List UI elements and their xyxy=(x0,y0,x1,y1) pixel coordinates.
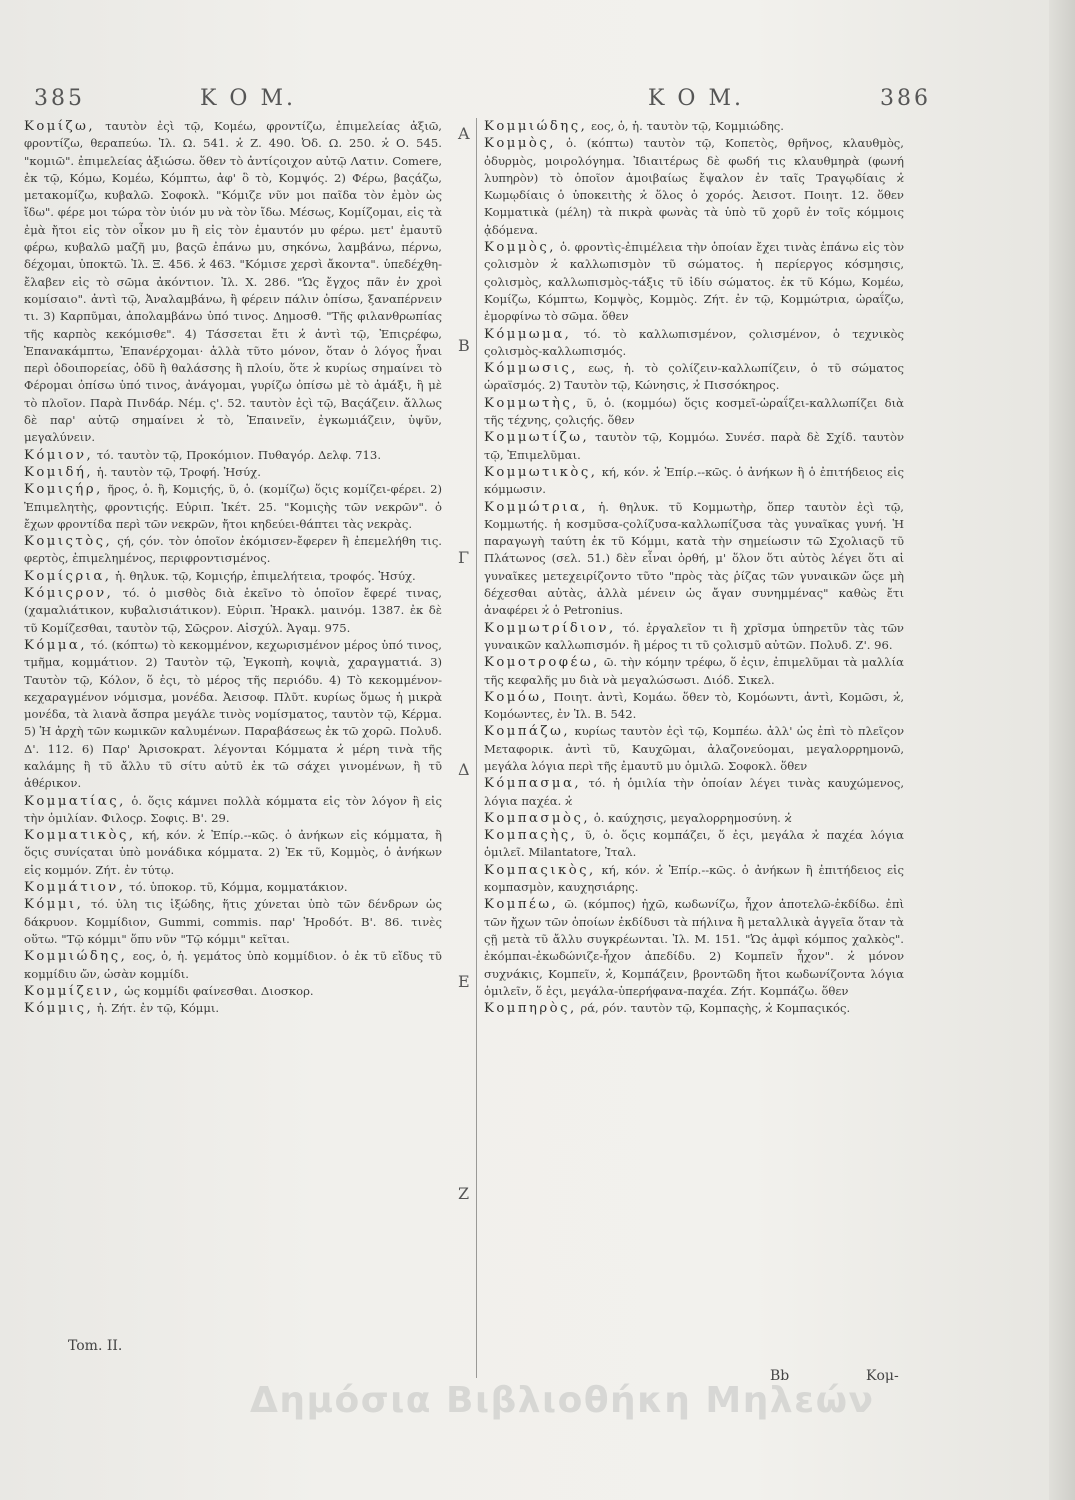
entry-headword: Κόμιον, xyxy=(24,447,94,463)
dictionary-entry xyxy=(24,948,442,983)
entry-definition: κή, κόν. ϰ̔ Ἐπίρ.--κῶς. ὁ ἀνήκων εἰς κόμματα, ἢ ὅςις συνίςαται ὑπὸ μονάδικα κόμματα. 2) Ἐκ τῦ, Κομμὸς, ὁ ἀνήκων εἰς κομμόν. Ζήτ. ἐν τύτῳ. xyxy=(24,828,442,877)
entry-definition: εος, ὁ, ἡ. ταυτὸν τῷ, Κομμιώδης. xyxy=(587,119,784,133)
entry-headword: Κομμίζειν, xyxy=(24,983,121,999)
entry-headword: Κομίζω, xyxy=(24,119,96,134)
dictionary-entry xyxy=(484,810,904,827)
dictionary-entry xyxy=(484,135,904,239)
entry-headword: Κομπέω, xyxy=(484,897,559,913)
entry-headword: Κόμιςρον, xyxy=(24,586,114,602)
entry-definition: ὁ. (κόπτω) ταυτὸν τῷ, Κοπετὸς, θρῆνος, κλαυθμὸς, ὀδυρμὸς, μοιρολόγημα. Ἰδιαιτέρως δὲ φωδή τις κλαυθμηρὰ (φωνή λυπηρὸν) τὸ ὁποῖον ἀμοιβαίως ἔψαλον ἐν ταῖς Τραγῳδίαις ϰ̔ Κωμῳδίαις ὁ ὑποκειτὴς ϰ̔ ὅλος ὁ χορός. Ἀεισοτ. Ποιητ. 12. ὅθεν Κομματικὰ (μέλη) τὰ πικρὰ φωνὰς τὰ ὑπὸ τῦ χορῦ ἐν τοῖς κόμμοις ᾀδόμενα. xyxy=(484,136,904,237)
dictionary-entry xyxy=(24,447,442,464)
entry-definition: τό. ὁ μισθὸς διὰ ἐκεῖνο τὸ ὁποῖον ἔφερέ τινας, (χαμαλιάτικον, κυβαλισιάτικον). Εὐριπ. Ἡρακλ. μαινόμ. 1387. ἐκ δὲ τῦ Κομίζεσθαι, ταυτὸν τῷ, Σῶςρον. Αἰσχύλ. Ἀγαμ. 975. xyxy=(24,586,442,635)
entry-headword: Κόμμωσις, xyxy=(484,361,578,377)
entry-headword: Κομμιώδης, xyxy=(484,119,588,134)
entry-definition: ταυτὸν ἐςὶ τῷ, Κομέω, φροντίζω, ἐπιμελείας ἀξιῶ, φροντίζω, θεραπεύω. Ἰλ. Ω. 541. ϰ̔ Ζ. 490. Ὀδ. Ω. 250. ϰ̔ Ο. 545. "κομιῶ". ἐπιμελείας ἀξιώσω. ὅθεν τὸ ἀντίςοιχον αὐτῷ Λατιν. Comere, ἐκ τῷ, Κόμω, Κομέω, Κόμπτω, ἀφ' ὃ τὸ, Κομψός. 2) Φέρω, βαςάζω, μετακομίζω, κυβαλῶ. Σοφοκλ. "Κόμιζε νῦν μοι παῖδα τὸν ἐμὸν ὡς ἴδω". φέρε μοι τώρα τὸν ὑιόν μυ νὰ τὸν ἴδω. Μέσως, Κομίζομαι, εἰς τὰ ἐμὰ ἤτοι εἰς τὸν οἶκον μυ ἢ εἰς τὸν ἐμαυτόν μυ φέρω. μετ' ἐμαυτῦ φέρω, κυβαλῶ μαζῆ μυ, βαςῶ ἐπάνω μυ, σηκόνω, λαμβάνω, πέρνω, δέχομαι, ὑποκτῶ. Ἰλ. Ξ. 456. ϰ̔ 463. "Κόμισε χερσὶ ἄκοντα". ὑπεδέχθη-ἔλαβεν εἰς τὸ σῶμα ἀκόντιον. Ἰλ. Χ. 286. "Ὡς ἔγχος πᾶν ἐν χροὶ κομίσαιο". ἀντὶ τῷ, Ἀναλαμβάνω, ἢ φέρειν πάλιν ὀπίσω, ξαναπέρνειν τι. 3) Καρπῦμαι, ἀπολαμβάνω ὑπό τινος. Δημοσθ. "Τῆς φιλανθρωπίας τῆς καρπὸς κεκόμισθε". 4) Τάσσεται ἔτι ϰ̔ ἀντὶ τῷ, Ἐπιςρέφω, Ἐπανακάμπτω, Ἐπανέρχομαι· ἀλλὰ τῦτο μόνον, ὅταν ὁ λόγος ἦναι περὶ ὁδοιπορείας, ὁδῦ ἢ θαλάσσης ἢ πλοίυ, ὅτε ϰ̔ κυρίως σημαίνει τὸ Φέρομαι ὀπίσω ὑπό τινος, ἀνάγομαι, γυρίζω ὀπίσω μὲ τὸ ἁμάξι, ἢ μὲ τὸ πλοῖον. Παρὰ Πινδάρ. Νέμ. ς'. 52. ταυτὸν ἐςὶ τῷ, Βαςάζειν. ἄλλως δὲ παρ' αὐτῷ σημαίνει ϰ̔ τὸ, Ἐπαινεῖν, ἐγκωμιάζειν, ὑψῦν, μεγαλύνειν. xyxy=(24,119,442,445)
dictionary-entry xyxy=(24,533,442,568)
running-title-right: Κ Ο Μ. xyxy=(648,86,744,111)
signature-mark: Bb xyxy=(770,1368,790,1384)
entry-headword: Κομματίας, xyxy=(24,793,126,809)
entry-definition: κή, κόν. ϰ̔ Ἐπίρ.--κῶς. ὁ ἀνήκων ἢ ὁ ἐπιτήδειος εἰς κόμμωσιν. xyxy=(484,464,904,497)
entry-headword: Κόμμι, xyxy=(24,897,84,913)
dictionary-entry xyxy=(24,637,442,793)
entry-definition: τό. ὑποκορ. τῦ, Κόμμα, κομματάκιον. xyxy=(125,880,348,895)
entry-headword: Κομμὸς, xyxy=(484,136,556,152)
entry-headword: Κομματικὸς, xyxy=(24,828,136,844)
dictionary-entry xyxy=(24,1000,442,1017)
entry-headword: Κομίςρια, xyxy=(24,568,112,584)
entry-headword: Κομμωτρίδιον, xyxy=(484,620,616,636)
entry-definition: ὁ. φροντὶς-ἐπιμέλεια τὴν ὁποίαν ἔχει τινὰς ἐπάνω εἰς τὸν ςολισμὸν ϰ̔ καλλωπισμὸν τῦ σώματος. ἡ περίεργος κόσμησις, ςολισμὸς, καλλωπισμὸς-τάξις τῦ ἰδίυ σώματος. ἐκ τῦ Κόμω, Κομέω, Κομίζω, Κόμπτω, Κομψὸς, Κομμὸς. Ζήτ. ἐν τῷ, Κομμώτρια, ὡραΐζω, ἐμορφίνω τὸ σῶμα. ὅθεν xyxy=(484,240,904,324)
dictionary-entry xyxy=(484,896,904,1000)
tome-label: Tom. II. xyxy=(68,1338,123,1354)
entry-definition: τό. ἡ ὁμιλία τὴν ὁποίαν λέγει τινὰς καυχώμενος, λόγια παχέα. ϰ̔ xyxy=(484,776,904,808)
dictionary-entry xyxy=(24,585,442,637)
dictionary-entry xyxy=(484,499,904,620)
entry-definition: ρά, ρόν. ταυτὸν τῷ, Κομπαςὴς, ϰ̔ Κομπαςικός. xyxy=(576,1001,851,1016)
library-watermark: Δημόσια Βιβλιοθήκη Μηλεών xyxy=(250,1380,875,1421)
entry-definition: ςή, ςόν. τὸν ὁποῖον ἐκόμισεν-ἔφερεν ἢ ἐπεμελήθη τις. φερτὸς, ἐπιμελημένος, περιφροντισμένος. xyxy=(24,534,442,566)
entry-headword: Κομμωτίζω, xyxy=(484,430,590,446)
dictionary-entry xyxy=(484,395,904,430)
entry-definition: ῦ, ὁ. (κομμόω) ὅςις κοσμεῖ-ὡραΐζει-καλλωπίζει διὰ τῆς τέχνης, ςολιςής. ὅθεν xyxy=(484,395,904,428)
margin-letter: Α xyxy=(458,124,470,143)
running-title-left: Κ Ο Μ. xyxy=(200,86,296,111)
entry-headword: Κομπηρὸς, xyxy=(484,1001,577,1017)
entry-definition: ῦ, ὁ. ὅςις κομπάζει, ὅ ἐςι, μεγάλα ϰ̔ παχέα λόγια ὁμιλεῖ. Milantatore, Ἰταλ. xyxy=(484,828,904,860)
entry-definition: ἡ. Ζήτ. ἐν τῷ, Κόμμι. xyxy=(93,1001,220,1016)
dictionary-entry xyxy=(484,360,904,395)
dictionary-entry xyxy=(24,879,442,896)
dictionary-entry xyxy=(484,689,904,724)
entry-definition: εως, ἡ. τὸ ςολίζειν-καλλωπίζειν, ὁ τῦ σώματος ὡραϊσμός. 2) Ταυτὸν τῷ, Κώνησις, ϰ̔ Πισσόκηρος. xyxy=(484,361,904,393)
page-number-left: 385 xyxy=(34,86,85,111)
margin-letter: Δ xyxy=(458,760,470,779)
entry-headword: Κομπαςικὸς, xyxy=(484,862,596,878)
entry-definition: τό. ὑλη τις ἰξώδης, ἥτις χύνεται ὑπὸ τῶν δένδρων ὡς δάκρυον. Κομμίδιον, Gummi, commis. παρ' Ἡροδότ. Β'. 86. τινὲς οὕτω. "Τῷ κόμμι" ὅπυ νῦν "Τῷ κόμμι" κεῖται. xyxy=(24,897,442,946)
dictionary-entry xyxy=(484,118,904,135)
entry-definition: ῆρος, ὁ. ἢ, Κομιςής, ῦ, ὁ. (κομίζω) ὅςις κομίζει-φέρει. 2) Ἐπιμελητὴς, φροντιςής. Εὐριπ. Ἱκέτ. 25. "Κομιςὴς τῶν νεκρῶν". ὁ ἔχων φροντίδα περὶ τῶν νεκρῶν, ἤτοι κηδεύει-θάπτει τὰς νεκρὰς. xyxy=(24,482,442,531)
entry-definition: ἡ. θηλυκ. τῷ, Κομιςήρ, ἐπιμελήτεια, τροφός. Ἡσύχ. xyxy=(111,568,416,583)
entry-headword: Κομμάτιον, xyxy=(24,880,126,896)
entry-headword: Κομιδή, xyxy=(24,464,94,480)
catchword: Κομ- xyxy=(866,1368,899,1384)
entry-headword: Κομμωτικὸς, xyxy=(484,464,598,480)
dictionary-entry xyxy=(24,827,442,879)
margin-letter: Γ xyxy=(458,548,470,567)
entry-headword: Κομιςήρ, xyxy=(24,482,103,498)
entry-definition: εος, ὁ, ἡ. γεμάτος ὑπὸ κομμίδιον. ὁ ἐκ τῦ εἴδυς τῦ κομμίδιυ ὤν, ὡσὰν κομμίδι. xyxy=(24,949,442,981)
dictionary-entry xyxy=(484,723,904,775)
entry-definition: τό. ἐργαλεῖον τι ἢ χρῖσμα ὑπηρετῦν τὰς τῶν γυναικῶν καλλωπισμόν. ἢ μέρος τι τῦ ςολισμῦ αὐτῶν. Πολυδ. Ζ'. 96. xyxy=(484,620,904,652)
page-edge xyxy=(1049,0,1075,1500)
margin-letter: Ζ xyxy=(458,1184,470,1203)
entry-definition: ὡς κομμίδι φαίνεσθαι. Διοσκορ. xyxy=(120,983,314,998)
margin-letter: Β xyxy=(458,336,470,355)
dictionary-entry xyxy=(24,568,442,585)
entry-definition: τό. ταυτὸν τῷ, Προκόμιον. Πυθαγόρ. Δελφ. 713. xyxy=(93,447,381,462)
dictionary-entry xyxy=(24,896,442,948)
entry-definition: ῶ. (κόμπος) ἠχῶ, κωδωνίζω, ἦχον ἀποτελῶ-ἐκδίδω. ἐπὶ τῶν ἤχων τῶν ὁποίων ἐκδίδυσι τὰ πήλινα ἢ μεταλλικὰ ἀγγεῖα ὅταν τὰ ςῇ μετὰ τῦ ἄλλυ συγκρέωνται. Ἰλ. Μ. 151. "Ὡς ἀμφὶ κόμπος χαλκὸς". ἐκόμπαι-ἐκωδώνιζε-ἦχον ἀπεδίδυ. 2) Κομπεῖν ἦχον". ϰ̔ μόνον συχνάκις, Κομπεῖν, ϰ̔, Κομπάζειν, βροντῶδη ἤτοι κωδωνίζοντα λόγια ὁμιλεῖν, ὅ ἐςι, μεγάλα-ὑπερήφανα-παχέα. Ζήτ. Κομπάζω. ὅθεν xyxy=(484,897,904,998)
dictionary-entry xyxy=(484,862,904,897)
entry-definition: ὁ. καύχησις, μεγαλορρημοσύνη. ϰ̔ xyxy=(590,810,792,825)
entry-headword: Κομπασμὸς, xyxy=(484,810,591,826)
dictionary-entry xyxy=(484,326,904,361)
page-number-right: 386 xyxy=(880,86,931,111)
entry-headword: Κομπάζω, xyxy=(484,724,571,740)
margin-section-letters xyxy=(458,118,480,1203)
dictionary-entry xyxy=(24,118,442,447)
entry-definition: τό. τὸ καλλωπισμένον, ςολισμένον, ὁ τεχνικὸς ςολισμὸς-καλλωπισμός. xyxy=(484,326,904,358)
entry-headword: Κόμμωμα, xyxy=(484,326,572,342)
entry-headword: Κόμμις, xyxy=(24,1001,94,1017)
entry-headword: Κομμιώδης, xyxy=(24,949,128,965)
entry-headword: Κομόω, xyxy=(484,689,549,705)
dictionary-entry xyxy=(484,464,904,499)
dictionary-entry xyxy=(24,481,442,533)
entry-definition: Ποιητ. ἀντὶ, Κομάω. ὅθεν τὸ, Κομόωντι, ἀντὶ, Κομῶσι, ϰ̔, Κομόωντες, ἐν Ἰλ. Β. 542. xyxy=(484,689,904,722)
entry-definition: ῶ. τὴν κόμην τρέφω, ὅ ἐςιν, ἐπιμελῦμαι τὰ μαλλία τῆς κεφαλῆς μυ διὰ νὰ μεγαλώσωσι. Διόδ. Σικελ. xyxy=(484,655,904,687)
dictionary-entry xyxy=(484,429,904,464)
entry-headword: Κομπαςὴς, xyxy=(484,828,578,844)
dictionary-entry xyxy=(484,654,904,689)
entry-headword: Κομοτροφέω, xyxy=(484,655,600,671)
dictionary-entry xyxy=(24,983,442,1000)
margin-letter: Ε xyxy=(458,972,470,991)
dictionary-entry xyxy=(484,1000,904,1017)
dictionary-entry xyxy=(484,620,904,655)
entry-definition: ἡ. ταυτὸν τῷ, Τροφή. Ἡσύχ. xyxy=(93,464,261,479)
entry-definition: ἡ. θηλυκ. τῦ Κομμωτὴρ, ὅπερ ταυτὸν ἐςὶ τῷ, Κομμωτής. ἡ κοσμῦσα-ςολίζυσα-καλλωπίζυσα τὰς γυναῖκας γυνή. Ἡ παραγωγὴ ταύτη ἐκ τῦ Κόμμι, κατὰ τὴν σημείωσιν τῶ Σχολιαςῦ τῦ Πλάτωνος (σελ. 51.) δὲν εἶναι ὀρθή, μ' ὅλον ὅτι αὐτὸς λέγει ὅτι αἱ γυναῖκες μετεχειρίζοντο τῦτο "πρὸς τὰς ῥίζας τῶν γυναικῶν ὥςε μὴ δέχεσθαι αὐτὰς, ἀλλὰ μένειν ὡς ἄγαν συνημμένας" καθὼς ἔτι ἀναφέρει ϰ̔ ὁ Petronius. xyxy=(484,499,904,618)
left-column xyxy=(24,118,442,1017)
entry-definition: τό. (κόπτω) τὸ κεκομμένον, κεχωρισμένον μέρος ὑπό τινος, τμῆμα, κομμάτιον. 2) Ταυτὸν τῷ, Ἐγκοπὴ, κοψιὰ, χαραγματιά. 3) Ταυτὸν τῷ, Κόλον, ὅ ἐςι, τὸ μέρος τῆς περιόδυ. 4) Τὸ κεκομμένον-κεχαραγμένον νόμισμα, μονέδα. Ἀεισοφ. Πλῦτ. κυρίως ὅμως ἡ μικρὰ μονέδα, τὰ λιανὰ ἄσπρα μεγάλε τινὸς νομίσματος, ταυτὸν τῷ, Κέρμα. 5) Ἡ ἀρχὴ τῶν κωμικῶν καλυμένων. Παραβάσεως ἐκ τῶ χορῶ. Πολυδ. Δ'. 112. 6) Παρ' Ἀρισοκρατ. λέγονται Κόμματα ϰ̔ μέρη τινὰ τῆς καλάμης ἢ τῦ ἄλλυ τῦ σίτυ αὐτῦ ἐκ τῶ σάχει γινομένων, ἢ τῦ ἀθέρικον. xyxy=(24,637,442,791)
entry-headword: Κόμμα, xyxy=(24,637,88,653)
entry-headword: Κομμὸς, xyxy=(484,240,556,256)
entry-definition: κή, κόν. ϰ̔ Ἐπίρ.--κῶς. ὁ ἀνήκων ἢ ἐπιτήδειος εἰς κομπασμὸν, καυχησιάρης. xyxy=(484,862,904,895)
entry-definition: ὁ. ὅςις κάμνει πολλὰ κόμματα εἰς τὸν λόγον ἢ εἰς τὴν ὁμιλίαν. Φιλοςρ. Σοφις. Β'. 29. xyxy=(24,793,442,825)
right-column xyxy=(484,118,904,1017)
dictionary-entry xyxy=(484,239,904,325)
entry-headword: Κόμπασμα, xyxy=(484,776,582,792)
dictionary-entry xyxy=(24,464,442,481)
dictionary-entry xyxy=(24,793,442,828)
dictionary-entry xyxy=(484,775,904,810)
entry-definition: κυρίως ταυτὸν ἐςὶ τῷ, Κομπέω. ἀλλ' ὡς ἐπὶ τὸ πλεῖςον Μεταφορικ. ἀντὶ τῦ, Καυχῶμαι, ἀλαζονεύομαι, μεγαλορρημονῶ, μεγάλα λόγια περὶ τῆς ἐμαυτῦ μυ ὁμιλῶ. Σοφοκλ. ὅθεν xyxy=(484,724,904,773)
dictionary-entry xyxy=(484,827,904,862)
entry-headword: Κομμώτρια, xyxy=(484,499,589,515)
entry-headword: Κομμωτὴς, xyxy=(484,395,579,411)
entry-definition: ταυτὸν τῷ, Κομμόω. Συνέσ. παρὰ δὲ Σχίδ. ταυτὸν τῷ, Ἐπιμελῦμαι. xyxy=(484,430,904,462)
entry-headword: Κομιςτὸς, xyxy=(24,534,113,550)
